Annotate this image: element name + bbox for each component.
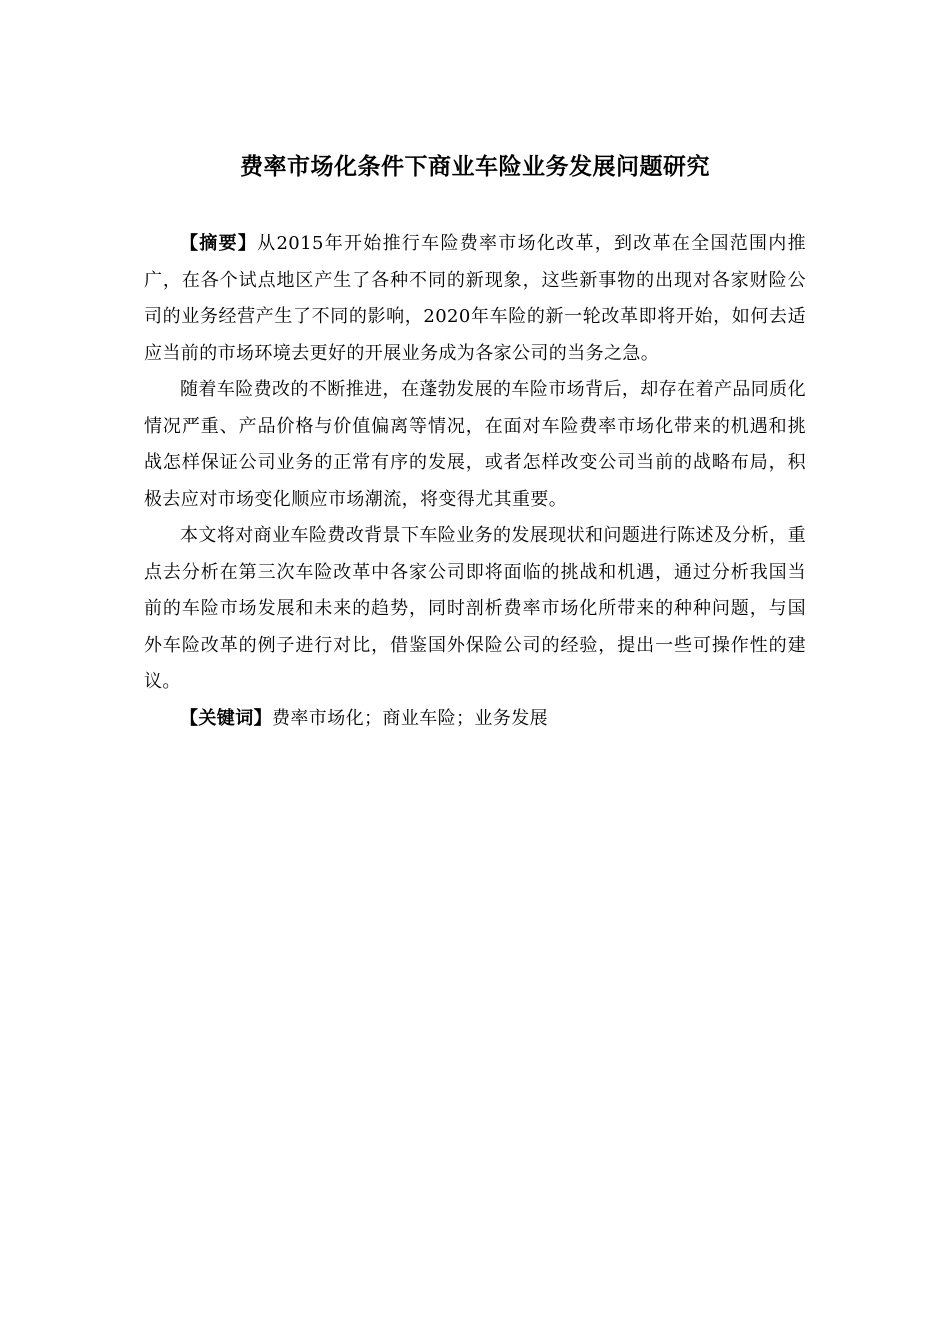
keywords-paragraph xyxy=(144,701,806,738)
keywords-text: 费率市场化；商业车险；业务发展 xyxy=(272,707,548,729)
abstract-text-2: 随着车险费改的不断推进，在蓬勃发展的车险市场背后，却存在着产品同质化情况严重、产品价格与价值偏离等情况，在面对车险费率市场化带来的机遇和挑战怎样保证公司业务的正常有序的发展，或者怎样改变公司当前的战略布局，积极去应对市场变化顺应市场潮流，将变得尤其重要。 xyxy=(144,379,806,510)
abstract-text-1: 从2015年开始推行车险费率市场化改革，到改革在全国范围内推广，在各个试点地区产生了各种不同的新现象，这些新事物的出现对各家财险公司的业务经营产生了不同的影响，2020年车险的新一轮改革即将开始，如何去适应当前的市场环境去更好的开展业务成为各家公司的当务之急。 xyxy=(144,233,806,364)
document-title: 费率市场化条件下商业车险业务发展问题研究 xyxy=(240,154,710,180)
abstract-paragraph-2 xyxy=(144,372,806,518)
abstract-paragraph-3 xyxy=(144,518,806,701)
abstract-label: 【摘要】 xyxy=(180,233,258,254)
abstract-text-3: 本文将对商业车险费改背景下车险业务的发展现状和问题进行陈述及分析，重点去分析在第三次车险改革中各家公司即将面临的挑战和机遇，通过分析我国当前的车险市场发展和未来的趋势，同时剖析费率市场化所带来的种种问题，与国外车险改革的例子进行对比，借鉴国外保险公司的经验，提出一些可操作性的建议。 xyxy=(144,525,806,692)
keywords-label: 【关键词】 xyxy=(180,707,272,729)
abstract-paragraph-1 xyxy=(144,226,806,372)
abstract-section xyxy=(144,226,806,737)
